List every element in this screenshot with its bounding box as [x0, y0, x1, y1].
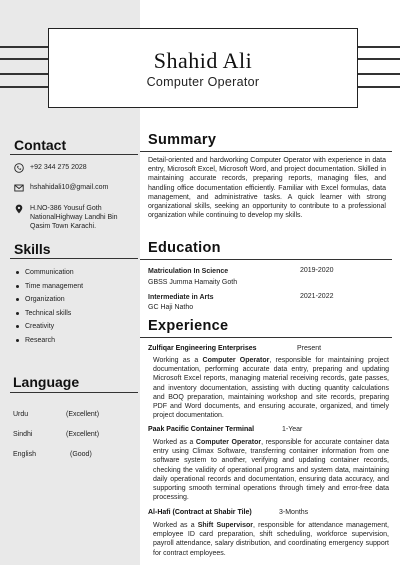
education-item [148, 293, 213, 312]
job-description [153, 356, 389, 420]
education-years: 2021-2022 [300, 293, 334, 300]
education-rule [140, 259, 392, 260]
summary-rule [140, 151, 392, 152]
language-name: Sindhi [13, 431, 33, 438]
contact-rule [10, 154, 138, 155]
skills-rule [10, 258, 138, 259]
phone-icon [14, 163, 24, 173]
job-desc-pre: Worked as a [153, 522, 198, 529]
contact-heading: Contact [14, 137, 67, 153]
job-company: Paak Pacific Container Terminal [148, 426, 255, 433]
job-desc-post: , responsible for accurate container data entry using Climax Software, transferring container information from one software system to another, verifying and updating container records, checking the validity of operational programs and system data, maintaining daily operational records and documentation, ensuring data accuracy, and supporting smooth terminal operations through timely and error-free data processing. [153, 439, 390, 502]
education-item [148, 267, 237, 287]
candidate-name: Shahid Ali [153, 48, 253, 73]
contact-email: hshahidali10@gmail.com [30, 184, 109, 191]
skill-item: Organization [16, 293, 83, 307]
language-row [13, 451, 138, 458]
education-institute: GBSS Jumma Hamaity Goth [148, 279, 238, 286]
education-institute: GC Haji Natho [148, 304, 194, 311]
language-row [13, 431, 138, 438]
mail-icon [14, 183, 24, 193]
skills-heading: Skills [14, 241, 51, 257]
job-desc-post: , responsible for maintaining project documentation, performing accurate data entry, preparing and updating Microsoft Excel reports, managing material receiving records, gate passes, and inventory documentation, assisting with ducting quantity calculations and BOQ preparation, maintaining workshop and site records, preparing PDF and Word documents, and ensuring accurate, organized, and timely project documentation. [153, 357, 389, 420]
job-role: Computer Operator [195, 439, 262, 446]
skill-item: Research [16, 334, 83, 348]
language-level: (Excellent) [66, 431, 100, 438]
skill-item: Time management [16, 280, 83, 294]
language-row [13, 411, 138, 418]
job-description [153, 521, 389, 558]
language-level: (Good) [70, 451, 92, 458]
candidate-title: Computer Operator [146, 75, 260, 89]
education-degree: Intermediate in Arts [148, 294, 214, 301]
education-years: 2019-2020 [300, 267, 334, 274]
job-role: Shift Supervisor [197, 522, 254, 529]
skills-list [16, 266, 83, 348]
job-desc-pre: Working as a [153, 357, 203, 364]
job-desc-post: , responsible for attendance management, employee ID card preparation, shift scheduling, workforce supervision, payroll attendance, salary distribution, and coordinating emergency support for contract employees. [153, 522, 389, 557]
job-company: Zulfiqar Engineering Enterprises [148, 345, 257, 352]
skill-item: Communication [16, 266, 83, 280]
summary-heading: Summary [148, 132, 217, 148]
education-heading: Education [148, 240, 221, 256]
language-rule [10, 392, 138, 393]
contact-address: H.NO-386 Yousuf Goth NationalHighway Landhi Bin Qasim Town Karachi. [30, 205, 118, 230]
contact-phone: +92 344 275 2028 [30, 164, 87, 171]
job-desc-pre: Worked as a [153, 439, 196, 446]
job-description [153, 438, 389, 502]
job-role: Computer Operator [202, 357, 270, 364]
job-duration: Present [297, 345, 322, 352]
experience-rule [140, 337, 392, 338]
education-degree: Matriculation In Science [148, 268, 229, 275]
experience-heading: Experience [148, 318, 229, 334]
skill-item: Creativity [16, 320, 83, 334]
summary-text: Detail-oriented and hardworking Computer Operator with experience in data entry, Microsoft Excel, Microsoft Word, and project documentation. Skilled in maintaining accurate records, preparing reports, managing files, and handling office documentation efficiently. Familiar with Excel formulas, data management, and administrative tasks. A quick learner with strong organizational skills, seeking an opportunity to contribute to a professional organization while continuing to develop my skills. [148, 157, 386, 220]
language-name: Urdu [13, 411, 29, 418]
job-duration: 3-Months [279, 509, 309, 516]
skill-item: Technical skills [16, 307, 83, 321]
location-pin-icon [14, 204, 24, 214]
language-name: English [13, 451, 36, 458]
job-company: Al-Hafi (Contract at Shabir Tile) [148, 509, 252, 516]
job-duration: 1-Year [282, 426, 303, 433]
language-level: (Excellent) [66, 411, 100, 418]
header-box [48, 28, 358, 108]
language-heading: Language [13, 374, 80, 390]
